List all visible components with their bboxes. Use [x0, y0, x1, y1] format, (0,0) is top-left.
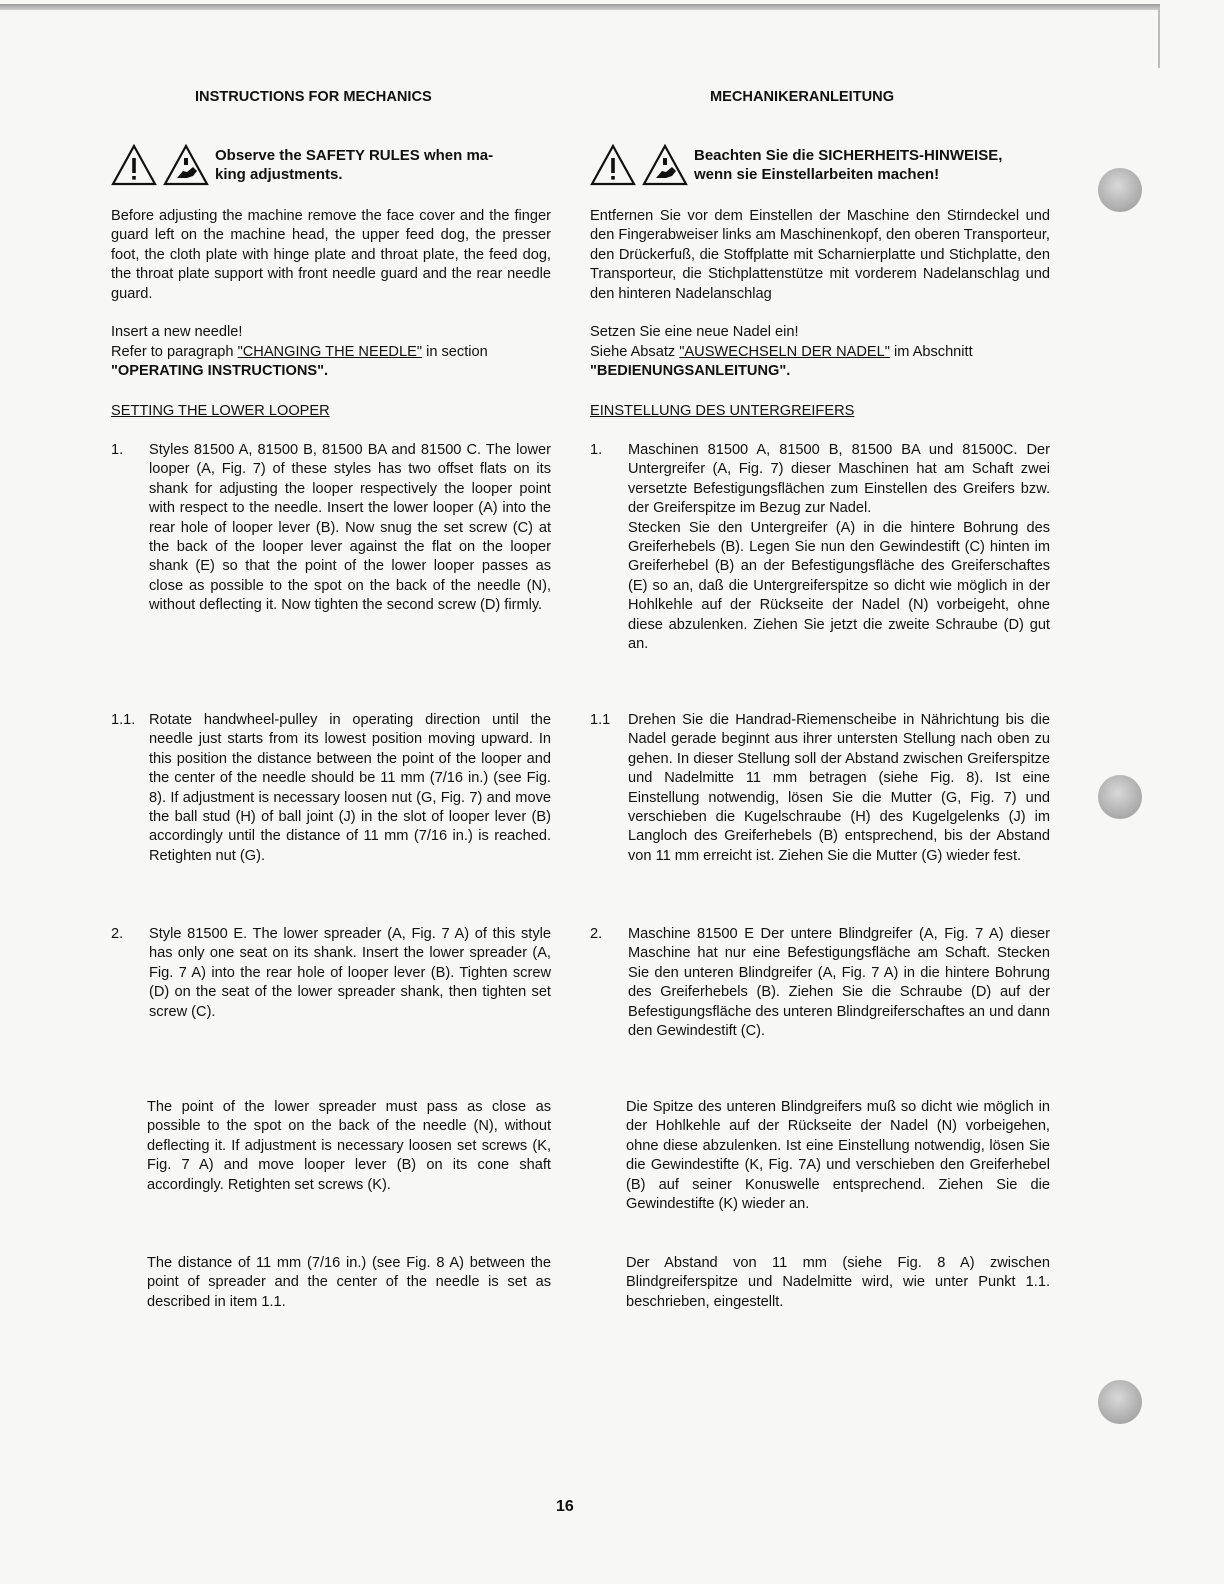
item-text: [628, 441, 1050, 654]
page-heading: MECHANIKERANLEITUNG: [710, 89, 895, 105]
item-number: 1.: [590, 442, 603, 458]
distance-paragraph: Der Abstand von 11 mm (siehe Fig. 8 A) zwischen Blindgreiferspitze und Nadelmitte wird, wie unter Punkt 1.1. beschrieben, eingestellt.: [626, 1255, 1050, 1310]
right-scan-edge: [1158, 8, 1160, 68]
item-number: 2.: [590, 926, 603, 942]
item-number: 1.1.: [111, 712, 136, 728]
intro-paragraph: Entfernen Sie vor dem Einstellen der Maschine den Stirndeckel und den Fingerabweiser links am Maschinenkopf, den oberen Transporteur, den Drückerfuß, die Stoffplatte mit Scharnierplatte und Stichplatte, den Transporteur, die Stichplattenstütze mit vorderem Nadelanschlag und den hinteren Nadelanschlag: [590, 208, 1050, 302]
intro-paragraph: Before adjusting the machine remove the face cover and the finger guard left on the machine head, the upper feed dog, the presser foot, the cloth plate with hinge plate and throat plate, the feed dog, the throat plate support with front needle guard and the rear needle guard.: [111, 208, 551, 302]
safety-notice: [111, 144, 551, 186]
safety-line-1: Beachten Sie die SICHERHEITS-HINWEISE,: [694, 147, 1003, 164]
item-number: 1.: [111, 442, 124, 458]
refer-section: "OPERATING INSTRUCTIONS".: [111, 363, 329, 379]
refer-section: "BEDIENUNGSANLEITUNG".: [590, 363, 791, 379]
warning-triangle-icon: [590, 144, 636, 186]
item-1: [111, 441, 551, 616]
item-text: Drehen Sie die Handrad-Riemenscheibe in Nährichtung bis die Nadel gerade beginnt aus ihrer untersten Stellung nach oben zu gehen. In dieser Stellung soll der Abstand zwischen Greiferspitze und Nadelmitte 11 mm betragen (siehe Fig. 8). Ist eine Einstellung notwendig, lösen Sie die Mutter (G, Fig. 7) und verschieben die Kugelschraube (H) des Kugelgelenks (J) im Langloch des Greiferhebels (B) entsprechend, bis der Abstand von 11 mm erreicht ist. Ziehen Sie die Mutter (G) wieder fest.: [628, 712, 1050, 864]
new-needle-line: Insert a new needle!: [111, 324, 243, 340]
item-text: Rotate handwheel-pulley in operating direction until the needle just starts from its lowest position moving upward. In this position the distance between the point of the looper and the center of the needle should be 11 mm (7/16 in.) (see Fig. 8). If adjustment is necessary loosen nut (G, Fig. 7) and move the ball stud (H) of ball joint (J) in the slot of looper lever (B) accordingly until the distance of 11 mm (7/16 in.) is reached. Retighten nut (G).: [149, 712, 551, 864]
refer-line: [590, 343, 1050, 362]
item-1: [590, 441, 1050, 654]
safety-line-2: king adjustments.: [215, 166, 343, 183]
changing-needle-link[interactable]: "AUSWECHSELN DER NADEL": [679, 344, 890, 360]
item-text: Styles 81500 A, 81500 B, 81500 BA and 81500 C. The lower looper (A, Fig. 7) of these styles has two offset flats on its shank for adjusting the looper respectively the looper point with respect to the needle. Insert the lower looper (A) into the rear hole of looper lever (B). Now snug the set screw (C) at the back of the looper lever against the flat on the looper shank (E) so that the point of the lower looper passes as close as possible to the spot on the back of the needle (N), without deflecting it. Now tighten the second screw (D) firmly.: [149, 442, 551, 614]
item-number: 1.1: [590, 712, 611, 728]
item-1-part-b: Stecken Sie den Untergreifer (A) in die hintere Bohrung des Greiferhebels (B). Legen Sie nun den Gewindestift (C) hinten im Greiferhebel (B) an der Befestigungsfläche des Greiferschaftes (E) so an, daß die Untergreiferspitze so dicht wie möglich in der Hohlkehle auf der Rückseite der Nadel (N) vorbeigeht, ohne diese abzulenken. Ziehen Sie jetzt die zweite Schraube (D) gut an.: [628, 519, 1050, 653]
item-2: [111, 925, 551, 1022]
new-needle-line: Setzen Sie eine neue Nadel ein!: [590, 324, 799, 340]
binder-hole-top: [1098, 168, 1142, 212]
safety-line-1: Observe the SAFETY RULES when ma-: [215, 147, 494, 164]
binder-hole-middle: [1098, 775, 1142, 819]
item-2: [590, 925, 1050, 1041]
page-number: 16: [556, 1498, 574, 1515]
spreader-point-paragraph: Die Spitze des unteren Blindgreifers muß so dicht wie möglich in der Hohlkehle auf der Rückseite der Nadel (N) vorbeigehen, ohne diese abzulenken. Ist eine Einstellung notwendig, lösen Sie die Gewindestifte (K, Fig. 7A) und verschieben den Greiferhebel (B) auf seiner Konuswelle entsprechend. Ziehen Sie die Gewindestifte (K) wieder an.: [626, 1099, 1050, 1213]
item-text: Style 81500 E. The lower spreader (A, Fig. 7 A) of this style has only one seat on its shank. Insert the lower spreader (A, Fig. 7 A) into the rear hole of looper lever (B). Tighten screw (D) on the seat of the lower spreader shank, then tighten set screw (C).: [149, 926, 551, 1020]
page-heading: INSTRUCTIONS FOR MECHANICS: [195, 89, 432, 105]
item-1-1: [111, 711, 551, 866]
warning-triangle-icon: [111, 144, 157, 186]
section-title: SETTING THE LOWER LOOPER: [111, 403, 330, 419]
item-1-part-a: Maschinen 81500 A, 81500 B, 81500 BA und 81500C. Der Untergreifer (A, Fig. 7) dieser Maschinen hat am Schaft zwei versetzte Befestigungsflächen zum Einstellen des Greifers bzw. der Greiferspitze im Bezug zur Nadel.: [628, 442, 1050, 517]
item-1-1: [590, 711, 1050, 866]
hand-hazard-icon: [163, 144, 209, 186]
binder-hole-bottom: [1098, 1380, 1142, 1424]
spreader-point-paragraph: The point of the lower spreader must pass as close as possible to the spot on the back of the needle (N), without deflecting it. If adjustment is necessary loosen set screws (K, Fig. 7 A) and move looper lever (B) on its cone shaft accordingly. Retighten set screws (K).: [147, 1099, 551, 1193]
distance-paragraph: The distance of 11 mm (7/16 in.) (see Fig. 8 A) between the point of spreader and the center of the needle is set as described in item 1.1.: [147, 1255, 551, 1310]
safety-notice: [590, 144, 1050, 186]
top-scan-edge: [0, 4, 1160, 10]
section-title: EINSTELLUNG DES UNTERGREIFERS: [590, 403, 855, 419]
refer-line: [111, 343, 551, 362]
safety-line-2: wenn sie Einstellarbeiten machen!: [694, 166, 940, 183]
hand-hazard-icon: [642, 144, 688, 186]
refer-prefix: Siehe Absatz: [590, 344, 680, 360]
refer-prefix: Refer to paragraph: [111, 344, 238, 360]
refer-suffix: in section: [422, 344, 488, 360]
item-text: Maschine 81500 E Der untere Blindgreifer (A, Fig. 7 A) dieser Maschine hat nur eine Befestigungsfläche am Schaft. Stecken Sie den unteren Blindgreifer (A, Fig. 7 A) in die hintere Bohrung des Greiferhebels (B). Ziehen Sie die Schraube (D) auf der Befestigungsfläche des unteren Blindgreiferschaftes an und dann den Gewindestift (C).: [628, 926, 1050, 1040]
refer-suffix: im Abschnitt: [889, 344, 973, 360]
item-number: 2.: [111, 926, 124, 942]
changing-needle-link[interactable]: "CHANGING THE NEEDLE": [237, 344, 423, 360]
